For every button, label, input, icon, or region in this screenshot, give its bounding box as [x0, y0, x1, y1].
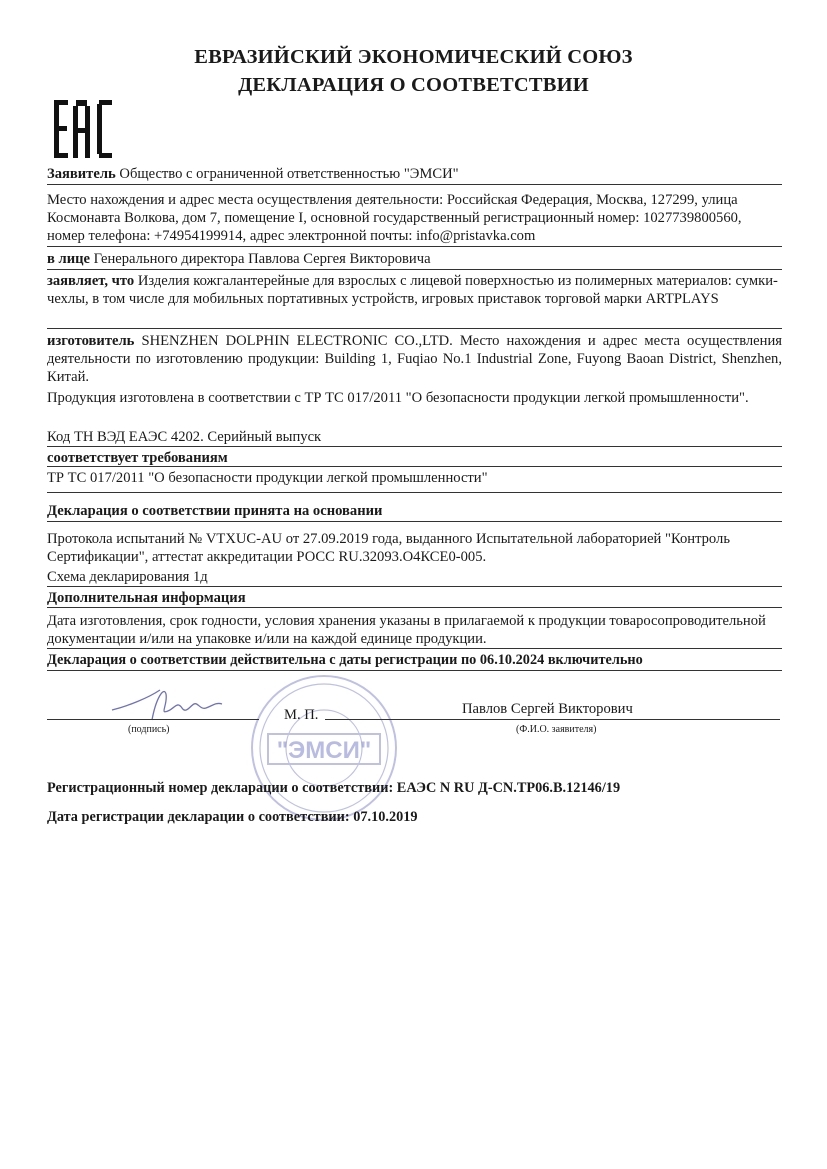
union-title: ЕВРАЗИЙСКИЙ ЭКОНОМИЧЕСКИЙ СОЮЗ [194, 46, 633, 68]
divider [47, 246, 782, 247]
tnved-code: Код ТН ВЭД ЕАЭС 4202. Серийный выпуск [47, 429, 322, 445]
person-label: в лице [47, 251, 91, 267]
produced-note: Продукция изготовлена в соответствии с ТР ТС 017/2011 "О безопасности продукции легкой промышленности". [47, 390, 749, 406]
basis-value: Протокола испытаний № VTXUC-AU от 27.09.2019 года, выданного Испытательной лабораторией "Контроль Сертификации", аттестат аккредитации РОСС RU.32093.О4КСЕ0-005. [47, 531, 730, 565]
declaration-title: ДЕКЛАРАЦИЯ О СООТВЕТСТВИИ [238, 74, 589, 96]
signer-name: Павлов Сергей Викторович [462, 701, 633, 717]
manufacturer-label: изготовитель [47, 333, 135, 349]
divider [47, 607, 782, 608]
divider [47, 670, 782, 671]
stamp-place-label: М. П. [284, 707, 319, 723]
signature-caption: (подпись) [128, 724, 170, 735]
signature-line [47, 719, 259, 720]
divider [47, 466, 782, 467]
divider [47, 492, 782, 493]
additional-label: Дополнительная информация [47, 590, 246, 606]
divider [47, 328, 782, 329]
divider [47, 648, 782, 649]
divider [47, 446, 782, 447]
name-line [325, 719, 780, 720]
divider [47, 521, 782, 522]
company-stamp [248, 672, 400, 824]
declaration-scheme: Схема декларирования 1д [47, 569, 208, 585]
conforms-label: соответствует требованиям [47, 450, 228, 466]
applicant-row [47, 165, 782, 183]
applicant-value: Общество с ограниченной ответственностью "ЭМСИ" [115, 166, 459, 182]
applicant-label: Заявитель [47, 166, 116, 182]
registration-date: Дата регистрации декларации о соответствии: 07.10.2019 [47, 809, 418, 825]
declares-value: Изделия кожгалантерейные для взрослых с лицевой поверхностью из полимерных материалов: сумки-чехлы, в том числе для мобильных портативных устройств, игровых приставок торговой марки ARTPLAYS [47, 273, 778, 307]
signature-icon [108, 680, 228, 730]
eac-logo-icon [52, 98, 114, 160]
manufacturer-value: SHENZHEN DOLPHIN ELECTRONIC CO.,LTD. Место нахождения и адрес места осуществления деятельности по изготовлению продукции: Building 1, Fuqiao No.1 Industrial Zone, Fuyong Baoan District, Shenzhen, Китай. [47, 333, 782, 385]
divider [47, 269, 782, 270]
name-caption: (Ф.И.О. заявителя) [516, 724, 597, 735]
manufacturer-block [47, 332, 782, 386]
applicant-person-row [47, 250, 782, 268]
conforms-value: ТР ТС 017/2011 "О безопасности продукции легкой промышленности" [47, 470, 488, 486]
divider [47, 586, 782, 587]
basis-label: Декларация о соответствии принята на основании [47, 503, 383, 519]
registration-number: Регистрационный номер декларации о соответствии: ЕАЭС N RU Д-CN.ТР06.В.12146/19 [47, 780, 621, 796]
validity-statement: Декларация о соответствии действительна с даты регистрации по 06.10.2024 включительно [47, 652, 643, 668]
divider [47, 184, 782, 185]
person-value: Генерального директора Павлова Сергея Викторовича [90, 251, 431, 267]
applicant-address: Место нахождения и адрес места осуществления деятельности: Российская Федерация, Москва, 127299, улица Космонавта Волкова, дом 7, помещение I, основной государственный регистрационный номер: 1027739800560, номер телефона: +74954199914, адрес электронной почты: info@pristavka.com [47, 192, 742, 244]
additional-value: Дата изготовления, срок годности, условия хранения указаны в прилагаемой к продукции товаросопроводительной документации и/или на упаковке и/или на каждой единице продукции. [47, 613, 766, 647]
stamp-label: "ЭМСИ" [276, 737, 372, 764]
declares-label: заявляет, что [47, 273, 135, 289]
declares-block [47, 272, 782, 308]
